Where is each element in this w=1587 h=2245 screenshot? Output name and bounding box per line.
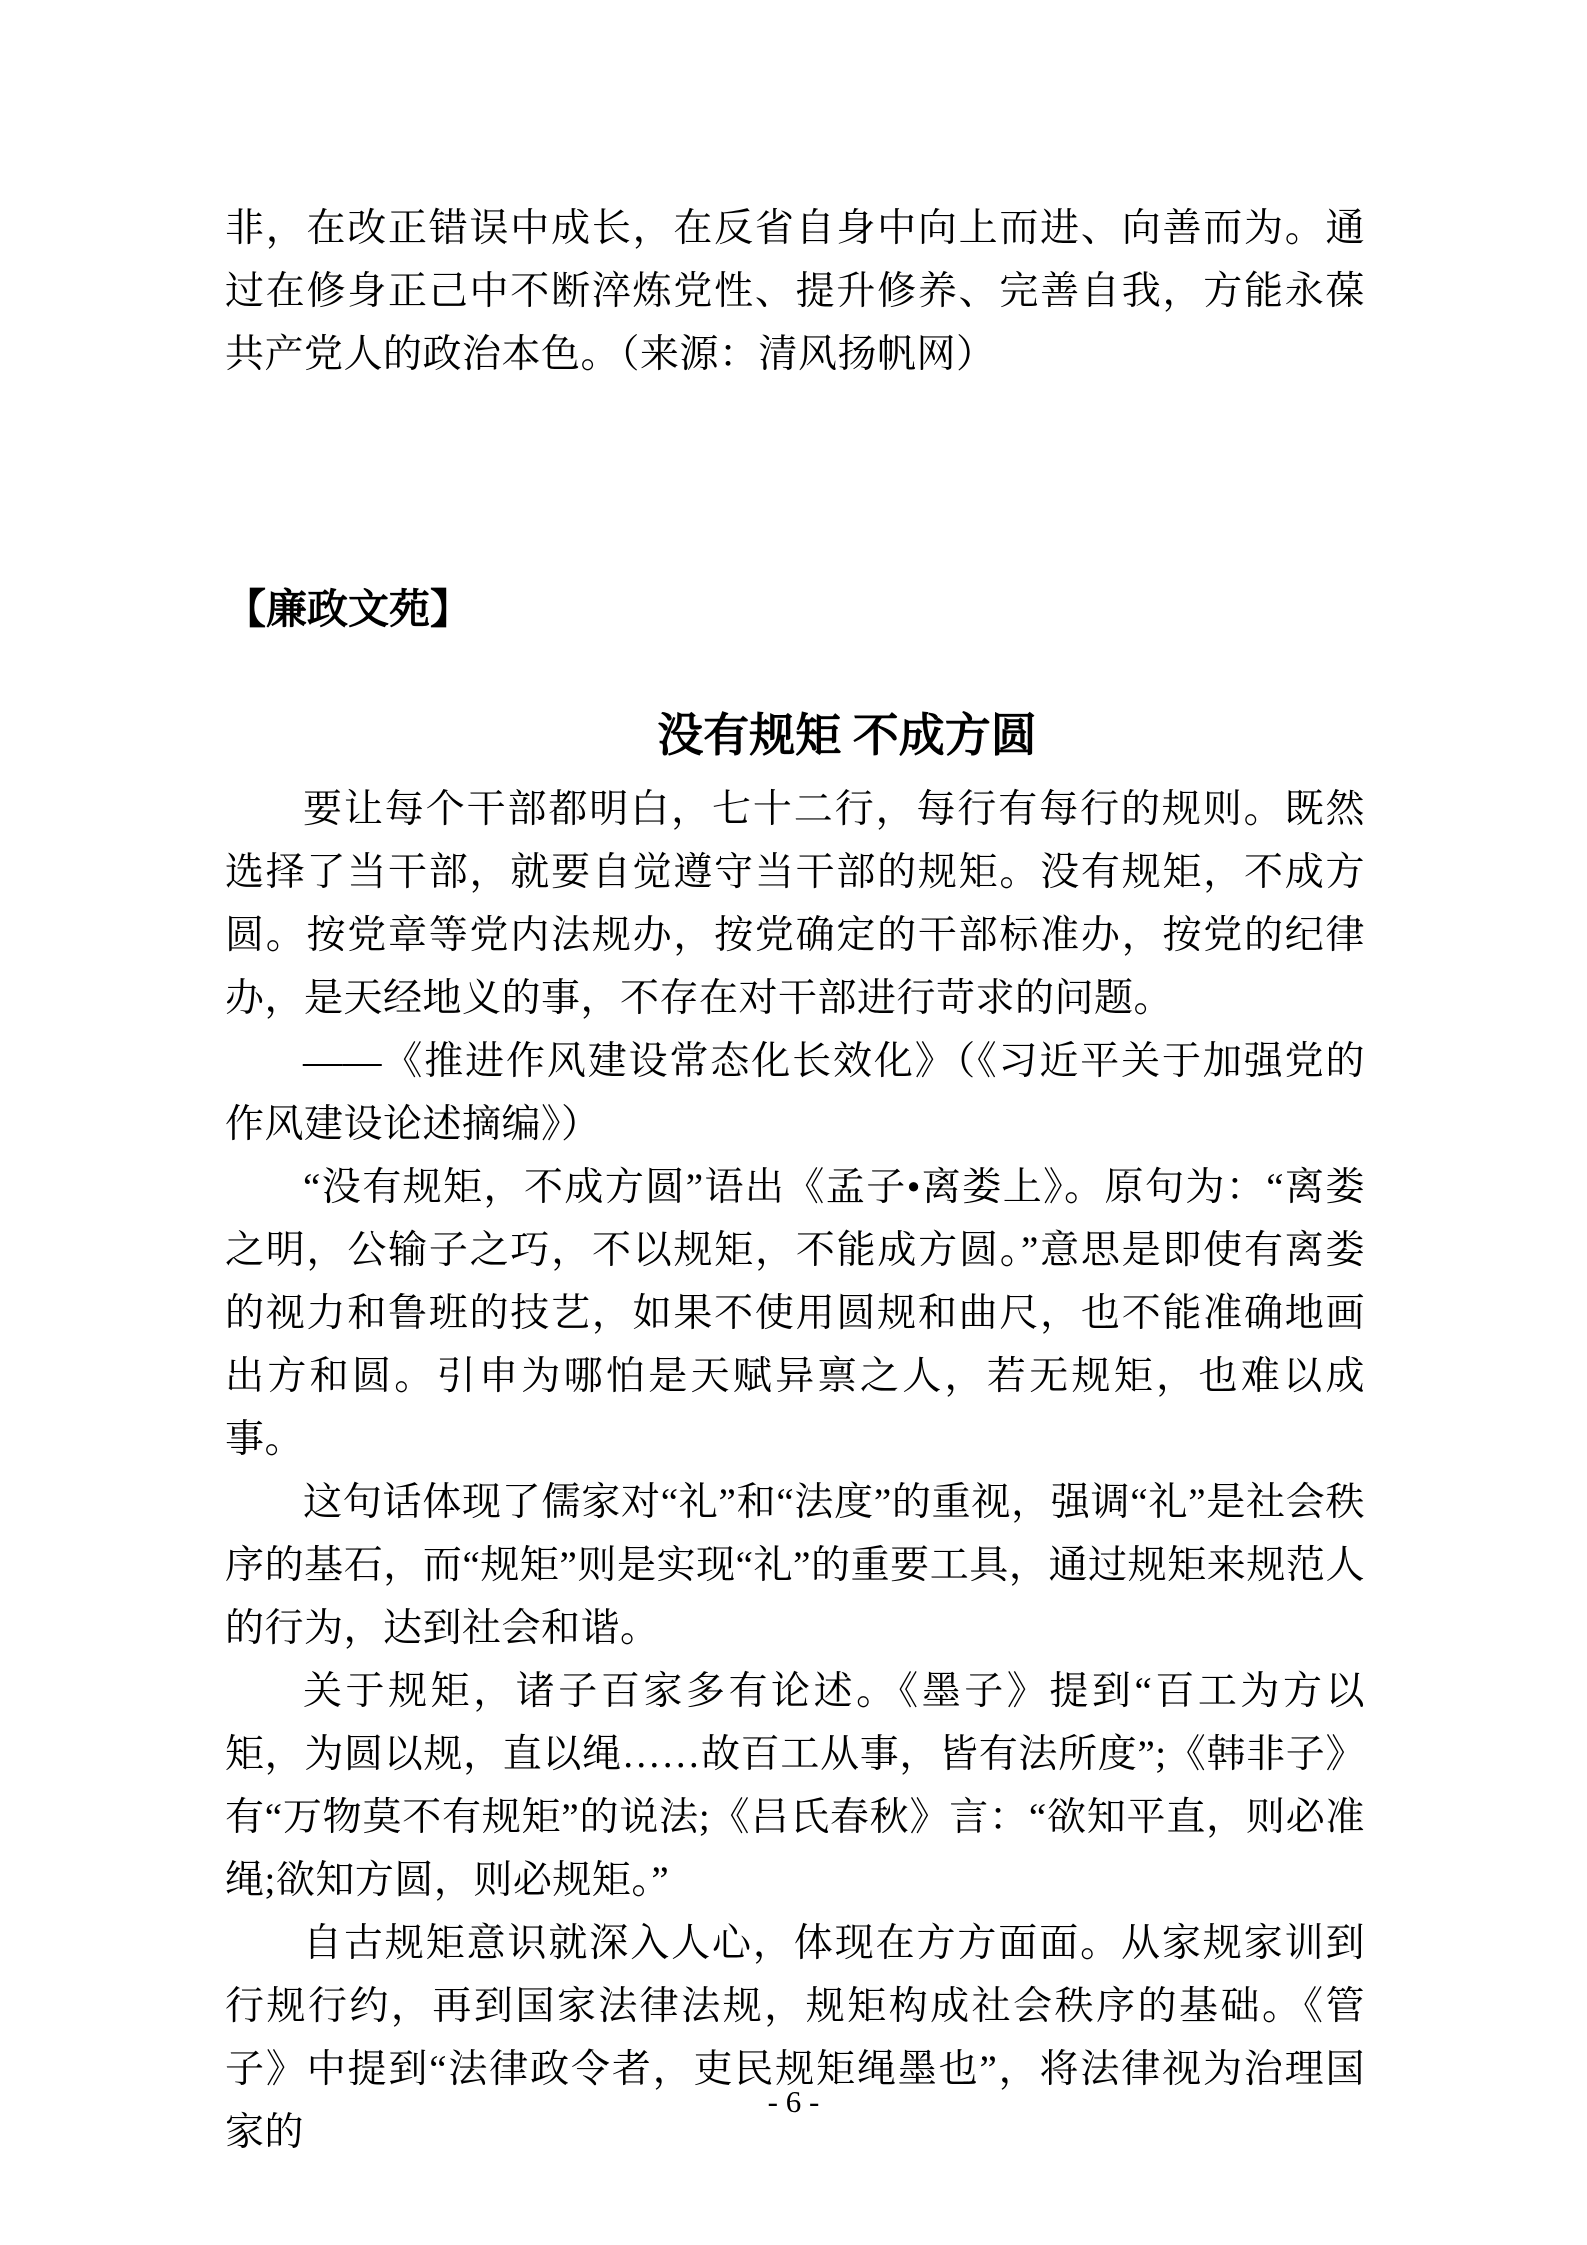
page-number: - 6 - — [767, 2084, 820, 2119]
article-title: 没有规矩 不成方圆 — [657, 710, 1037, 761]
article-paragraph: 关于规矩，诸子百家多有论述。《墨子》提到“百工为方以矩，为圆以规，直以绳……故百工从事，皆有法所度”;《韩非子》有“万物莫不有规矩”的说法;《吕氏春秋》言：“欲知平直，则必准绳;欲知方圆，则必规矩。” — [225, 1670, 1365, 1902]
section-header: 【廉政文苑】 — [225, 586, 471, 632]
article-paragraph: “没有规矩，不成方圆”语出《孟子•离娄上》。原句为：“离娄之明，公输子之巧，不以规矩，不能成方圆。”意思是即使有离娄的视力和鲁班的技艺，如果不使用圆规和曲尺，也不能准确地画出方和圆。引申为哪怕是天赋异禀之人，若无规矩，也难以成事。 — [225, 1166, 1365, 1461]
article-body — [225, 778, 1365, 2164]
article-paragraph: 自古规矩意识就深入人心，体现在方方面面。从家规家训到行规行约，再到国家法律法规，规矩构成社会秩序的基础。《管子》中提到“法律政令者，吏民规矩绳墨也”，将法律视为治理国家的 — [225, 1922, 1365, 2154]
article-paragraph: 这句话体现了儒家对“礼”和“法度”的重视，强调“礼”是社会秩序的基石，而“规矩”则是实现“礼”的重要工具，通过规矩来规范人的行为，达到社会和谐。 — [225, 1481, 1365, 1650]
article-paragraph: ——《推进作风建设常态化长效化》（《习近平关于加强党的作风建设论述摘编》） — [225, 1040, 1365, 1146]
article-paragraph: 要让每个干部都明白，七十二行，每行有每行的规则。既然选择了当干部，就要自觉遵守当干部的规矩。没有规矩，不成方圆。按党章等党内法规办，按党确定的干部标准办，按党的纪律办，是天经地义的事，不存在对干部进行苛求的问题。 — [225, 788, 1365, 1020]
intro-paragraph: 非，在改正错误中成长，在反省自身中向上而进、向善而为。通过在修身正己中不断淬炼党性、提升修养、完善自我，方能永葆共产党人的政治本色。（来源：清风扬帆网） — [225, 207, 1365, 376]
